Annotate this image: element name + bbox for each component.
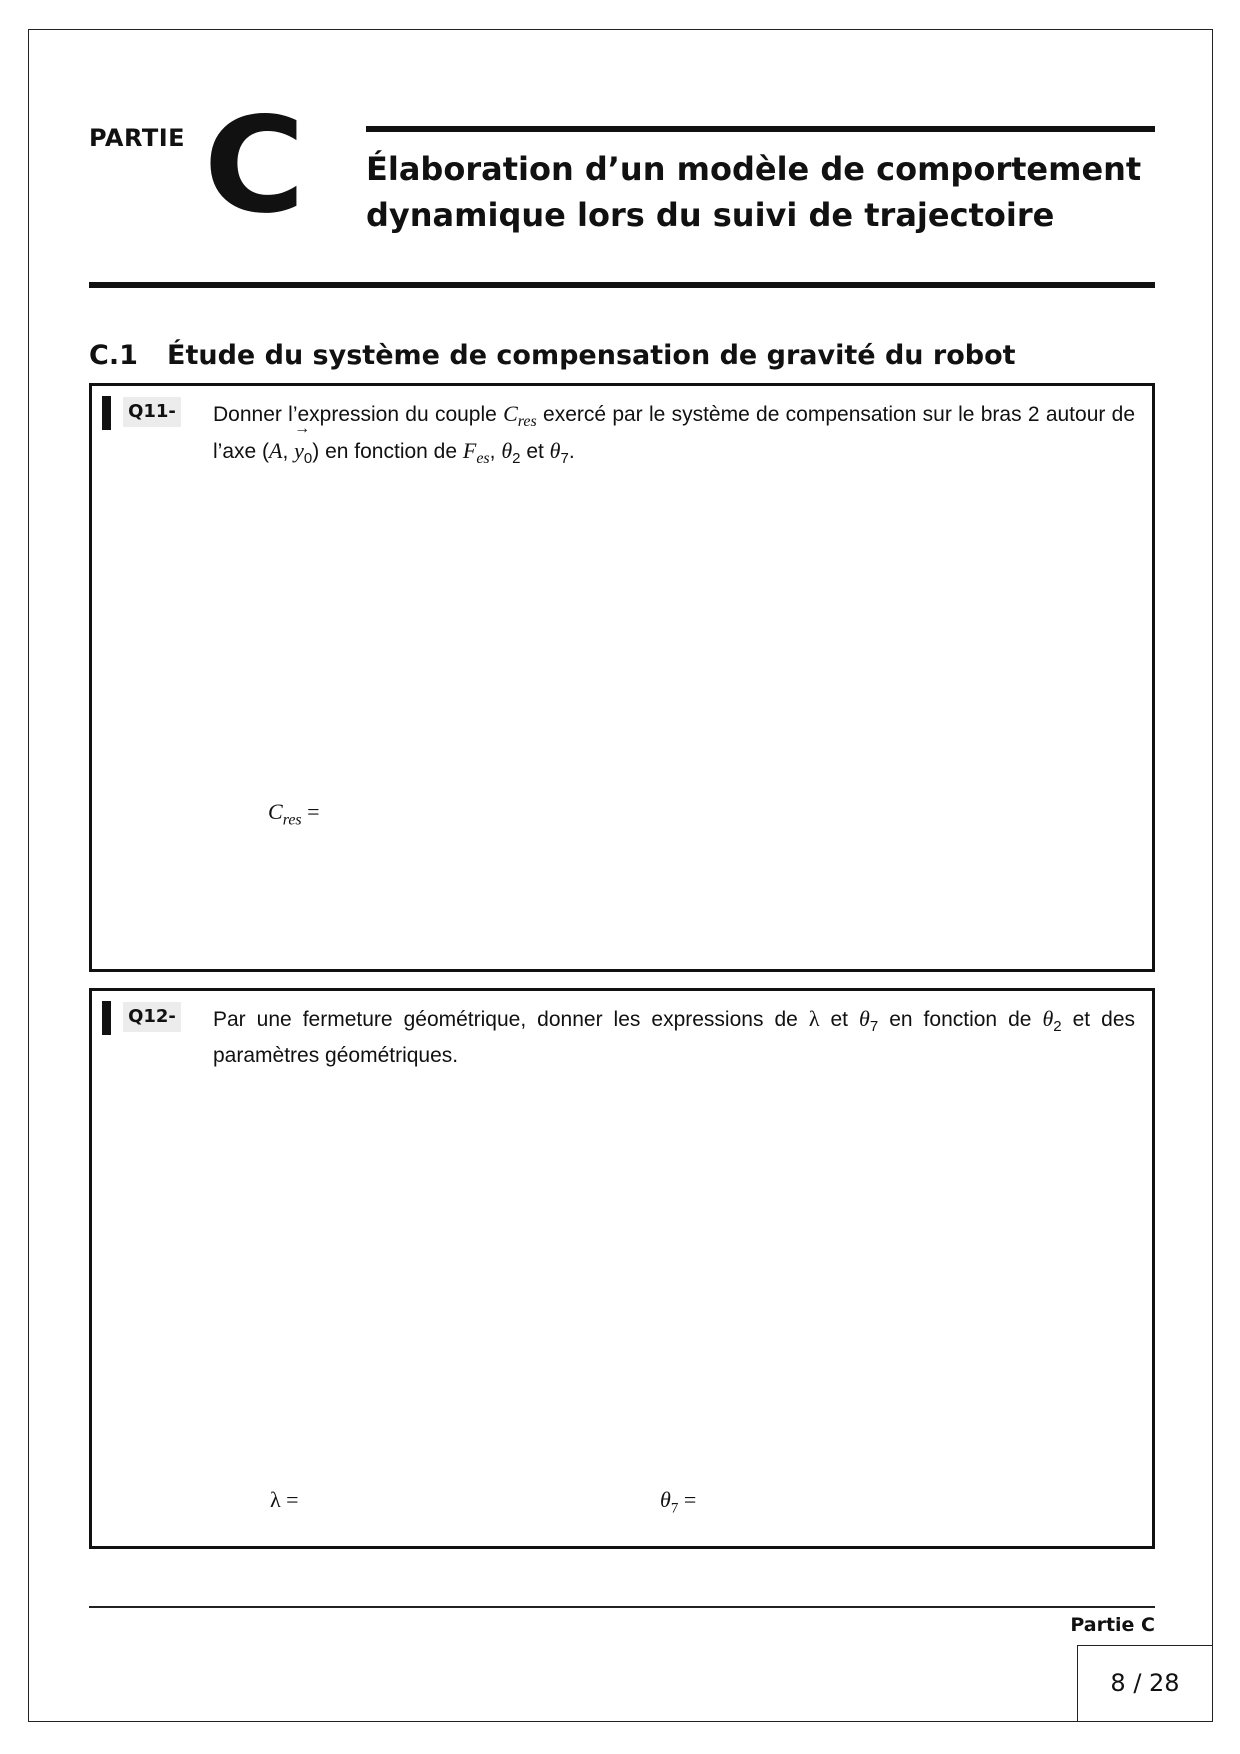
- chapter-title: [366, 146, 1156, 238]
- footer-part-label: Partie C: [1070, 1614, 1155, 1636]
- question-marker-bar: [102, 1001, 111, 1035]
- answer-field-lambda[interactable]: λ =: [270, 1487, 299, 1512]
- question-box-q12: [89, 988, 1155, 1549]
- answer-field-c-res[interactable]: $C_{res}$ =: [268, 799, 320, 829]
- header-rule-top: [366, 126, 1155, 132]
- section-number: C.1: [89, 340, 138, 371]
- part-label: PARTIE: [89, 124, 186, 152]
- question-label: Q12-: [123, 1002, 181, 1032]
- page-number: 8 / 28: [1077, 1645, 1213, 1722]
- question-label: Q11-: [123, 397, 181, 427]
- section-title: Étude du système de compensation de gravité du robot: [167, 340, 1016, 371]
- question-text: Donner l’expression du couple $C_{res}$ exercé par le système de compensation sur le bras 2 autour de l’axe (A, → $y_0$) en fonction de $F_{es}$, $\theta_2$ et $\theta_7$.: [213, 399, 1135, 473]
- section-heading: [89, 340, 1016, 371]
- question-marker-bar: [102, 396, 111, 430]
- chapter-title-line-1: Élaboration d’un modèle de comportement: [366, 150, 1142, 188]
- header-rule-bottom: [89, 282, 1155, 288]
- chapter-title-line-2: dynamique lors du suivi de trajectoire: [366, 196, 1055, 234]
- question-text: Par une fermeture géométrique, donner les expressions de λ et $\theta_7$ en fonction de $\theta_2$ et des paramètres géométriques.: [213, 1006, 1136, 1068]
- answer-field-theta7[interactable]: $\theta_7$ =: [660, 1487, 697, 1517]
- part-letter: C: [203, 89, 306, 243]
- question-box-q11: [89, 383, 1155, 972]
- footer-rule: [89, 1606, 1155, 1608]
